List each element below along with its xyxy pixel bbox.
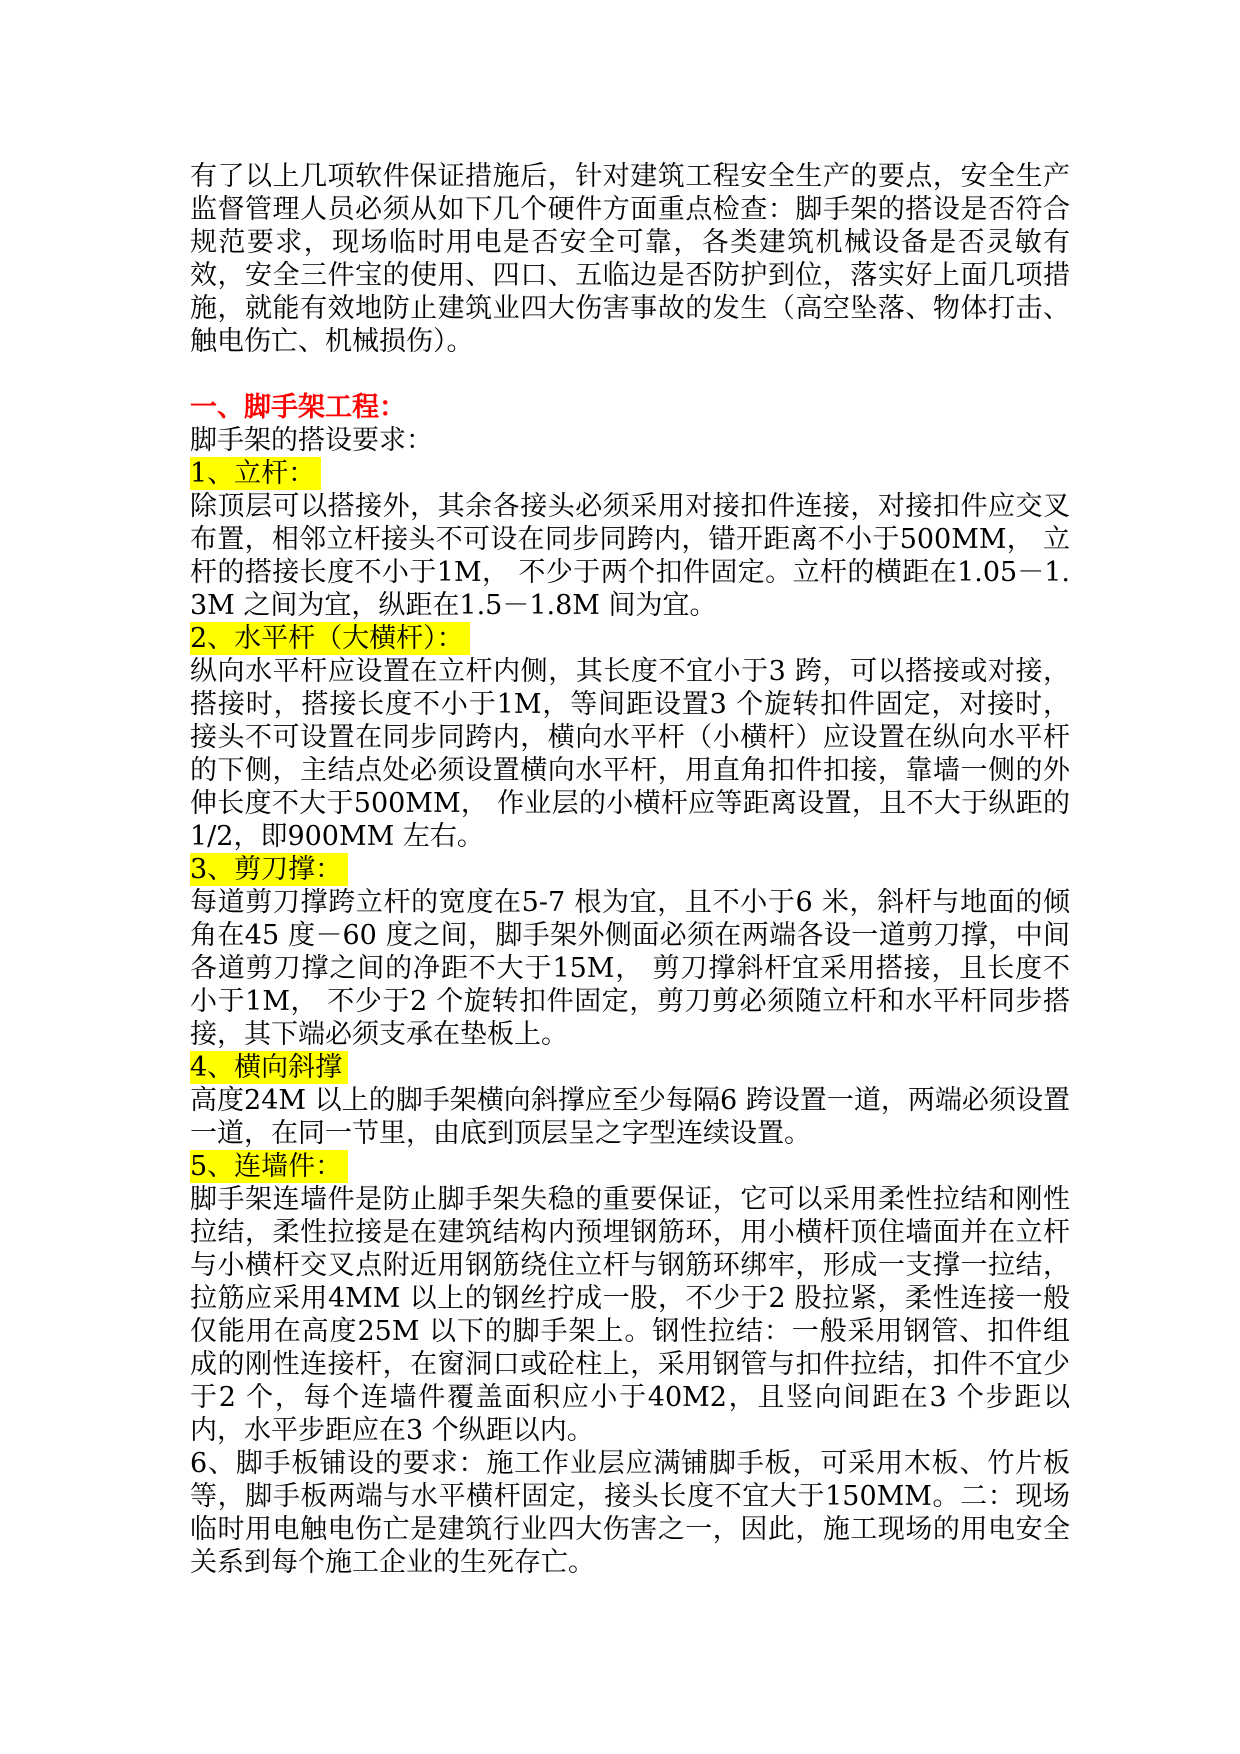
intro-paragraph: 有了以上几项软件保证措施后，针对建筑工程安全生产的要点，安全生产监督管理人员必须从如下几个硬件方面重点检查：脚手架的搭设是否符合规范要求，现场临时用电是否安全可靠，各类建筑机械设备是否灵敏有效，安全三件宝的使用、四口、五临边是否防护到位，落实好上面几项措施，就能有效地防止建筑业四大伤害事故的发生（高空坠落、物体打击、触电伤亡、机械损伤）。 [190,161,1070,357]
document-page [190,160,1070,1579]
item-text-3: 每道剪刀撑跨立杆的宽度在5-7 根为宜，且不小于6 米，斜杆与地面的倾角在45 度－60 度之间，脚手架外侧面必须在两端各设一道剪刀撑，中间各道剪刀撑之间的净距不大于15M， 剪刀撑斜杆宜采用搭接，且长度不小于1M， 不少于2 个旋转扣件固定，剪刀剪必须随立杆和水平杆同步搭接，其下端必须支承在垫板上。 [190,887,1070,1050]
item-heading-4 [190,1051,1070,1084]
item-text-1: 除顶层可以搭接外，其余各接头必须采用对接扣件连接，对接扣件应交叉布置，相邻立杆接头不可设在同步同跨内，错开距离不小于500MM， 立杆的搭接长度不小于1M， 不少于两个扣件固定。立杆的横距在1.05－1.3M 之间为宜，纵距在1.5－1.8M 间为宜。 [190,491,1070,621]
section-heading-scaffolding: 一、脚手架工程： [190,392,406,423]
item-heading-5 [190,1150,1070,1183]
item-heading-3 [190,853,1070,886]
item-heading-3-text: 3、剪刀撑： [190,853,348,886]
item-heading-5-text: 5、连墙件： [190,1150,348,1183]
item-heading-4-text: 4、横向斜撑 [190,1051,348,1084]
item-heading-2 [190,622,1070,655]
item-text-5: 脚手架连墙件是防止脚手架失稳的重要保证，它可以采用柔性拉结和刚性拉结，柔性拉接是在建筑结构内预埋钢筋环，用小横杆顶住墙面并在立杆与小横杆交叉点附近用钢筋绕住立杆与钢筋环绑牢，形成一支撑一拉结，拉筋应采用4MM 以上的钢丝拧成一股，不少于2 股拉紧，柔性连接一般仅能用在高度25M 以下的脚手架上。钢性拉结：一般采用钢管、扣件组成的刚性连接杆，在窗洞口或砼柱上，采用钢管与扣件拉结，扣件不宜少于2 个，每个连墙件覆盖面积应小于40M2，且竖向间距在3 个步距以内，水平步距应在3 个纵距以内。 [190,1184,1070,1446]
item-heading-1 [190,457,1070,490]
section-intro: 脚手架的搭设要求： [190,425,433,456]
item-heading-1-text: 1、立杆： [190,457,321,490]
item-text-2: 纵向水平杆应设置在立杆内侧，其长度不宜小于3 跨，可以搭接或对接，搭接时，搭接长度不小于1M，等间距设置3 个旋转扣件固定，对接时，接头不可设置在同步同跨内，横向水平杆（小横杆）应设置在纵向水平杆的下侧，主结点处必须设置横向水平杆，用直角扣件扣接，靠墙一侧的外伸长度不大于500MM， 作业层的小横杆应等距离设置，且不大于纵距的1/2，即900MM 左右。 [190,656,1070,852]
closing-paragraph: 6、脚手板铺设的要求：施工作业层应满铺脚手板，可采用木板、竹片板等，脚手板两端与水平横杆固定，接头长度不宜大于150MM。二：现场临时用电触电伤亡是建筑行业四大伤害之一，因此，施工现场的用电安全关系到每个施工企业的生死存亡。 [190,1448,1070,1578]
item-heading-2-text: 2、水平杆（大横杆）： [190,622,470,655]
item-text-4: 高度24M 以上的脚手架横向斜撑应至少每隔6 跨设置一道，两端必须设置一道，在同一节里，由底到顶层呈之字型连续设置。 [190,1085,1070,1149]
